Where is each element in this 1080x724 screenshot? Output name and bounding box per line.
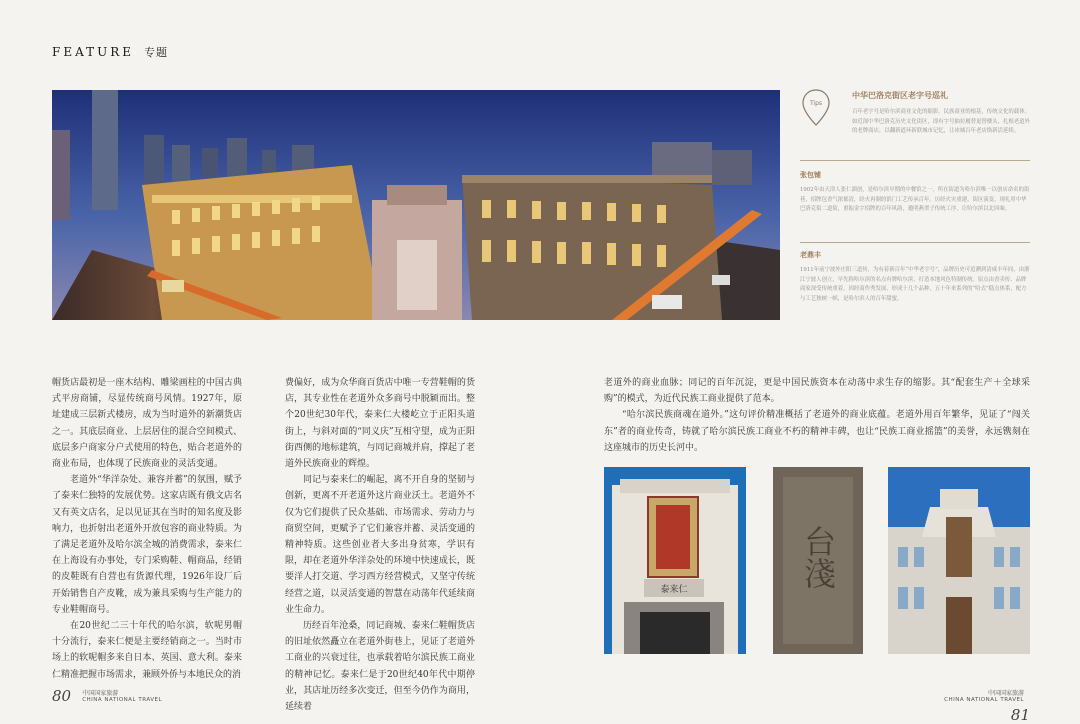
paragraph: 老道外的商业血脉；同记的百年沉淀，更是中国民族资本在动荡中求生存的缩影。其“配套生产＋全球采购”的模式，为近代民族工商业提供了范本。 — [604, 378, 1030, 405]
magazine-name-en: CHINA NATIONAL TRAVEL — [82, 696, 163, 703]
page-number-right: 81 — [1010, 706, 1030, 724]
footer-right — [930, 686, 1030, 724]
article-column-3 — [604, 375, 1030, 456]
tips-label: Tips — [809, 100, 823, 107]
article-column-1 — [52, 375, 242, 683]
paragraph: 历经百年沧桑，同记商城、泰来仁鞋帽货店的旧址依然矗立在老道外街巷上，见证了老道外工商业的兴衰过往，也承载着哈尔滨民族工商业的精神记忆。泰来仁是于20世纪40年代中期停业，其店址历经多次变迁，但至今仍作为商用，延续着 — [285, 621, 475, 713]
footer-left — [52, 686, 162, 705]
photo-shop-sign — [604, 467, 746, 654]
paragraph: 同记与泰来仁的崛起，离不开自身的坚韧与创新，更离不开老道外这片商业沃土。老道外不仅为它们提供了民众基础、市场需求、劳动力与商贸空间，更赋予了它们兼容并蓄、灵活变通的精神特质。这些创业者大多出身贫寒，学识有限，却在老道外华洋杂处的环境中快速成长，既要洋人打交道、学习西方经营模式，又坚守传统经营之道，以灵活变通的智慧在动荡年代延续商业生命力。 — [285, 475, 475, 615]
feature-label-zh: 专题 — [144, 46, 169, 59]
sidebar-item-text: 1911年前宁波外庄阳三道传，为有着新百年“中华老字号”，品牌历史可追溯到清咸丰年间，由浙江宁波人创立，早先称哈尔滨的名点有牌哈尔滨，打造本地风色特制传统。原点由香卖传、品牌商家深受传统重着，因经商作秀发展、形成十几个品种，五十年来系列的“哈式”糕点体系，配方与工艺独树一帜，是哈尔滨人的百年甜蜜。 — [800, 267, 1030, 302]
panorama-photo — [52, 90, 780, 320]
sidebar-intro: 百年老字号是哈尔滨商业文化的缩影。民族商业的根基，传统文化的载体。如近深中华巴洛克历史文化街区，即有字号抽拉履替更替楼头，扎根老道外的老牌商店，以翻新道环新联城市记忆，让冰城百年老店焕新活延续。 — [852, 109, 1030, 135]
night-street-scene — [52, 90, 780, 320]
photo-baroque-building — [888, 467, 1030, 654]
photo-stone-plaque — [773, 467, 863, 654]
paragraph: 费偏好，成为众华商百货店中唯一专营鞋帽的货店，其专业性在老道外众多商号中脱颖而出。整个20世纪30年代，泰来仁大楼屹立于正阳头道街上，与斜对面的“同义庆”互相守望，成为正阳街西侧的地标建筑，与同记商城并肩，撑起了老道外民族商业的辉煌。 — [285, 378, 475, 470]
tips-pin-icon — [800, 88, 832, 128]
paragraph: “哈尔滨民族商魂在道外。”这句评价精准概括了老道外的商业底蕴。老道外用百年繁华，见证了“闯关东”者的商业传奇，铸就了哈尔滨民族工商业不朽的精神丰碑，也让“民族工商业摇篮”的美誉，永远镌刻在这座城市的历史长河中。 — [604, 410, 1030, 453]
paragraph: 老道外“华洋杂处、兼容并蓄”的氛围，赋予了泰来仁独特的发展优势。这家店既有俄文店名又有英文店名，足以见证其在当时的知名度及影响力，也折射出老道外开放包容的商业特质。为了满足老道外及哈尔滨全城的消费需求，泰来仁在上海设有办事处，专门采购鞋、帽商品，经销的皮鞋既有自营也有货源代理，1926年设厂后开始销售自产皮靴，成为兼具采购与生产能力的专业鞋帽商号。 — [52, 475, 242, 615]
paragraph: 在20世纪二三十年代的哈尔滨，软呢男帽十分流行，泰来仁便是主要经销商之一。当时市场上的软呢帽多来自日本、英国、意大利。泰来仁精准把握市场需求，兼顾外侨与本地民众的消 — [52, 621, 242, 680]
magazine-name-en: CHINA NATIONAL TRAVEL — [944, 696, 1024, 703]
page-number-left: 80 — [52, 687, 72, 705]
paragraph: 帽货店最初是一座木结构、雕梁画柱的中国古典式平房商铺，尽显传统商号风情。1927年，原址建成三层新式楼房，成为当时道外的新潮货店之一。其底层商业、上层居住的混合空间模式、底层多户商家分户式使用的特色，贴合老道外的商业布局，也体现了民族商业的灵活变通。 — [52, 378, 242, 470]
feature-label: FEATURE — [52, 45, 135, 59]
shop-sign-text: 泰来仁 — [660, 585, 688, 595]
article-column-2 — [285, 375, 475, 715]
magazine-name-zh: 中国国家旅游 — [987, 689, 1024, 697]
sidebar-title: 中华巴洛克街区老字号巡礼 — [852, 90, 948, 100]
sidebar-item-name: 张包铺 — [800, 170, 821, 179]
section-header — [52, 44, 168, 60]
sidebar-divider — [800, 242, 1030, 243]
sidebar-item-text: 1902年由天津人张仁溜创，是哈尔滨早期的中餐馆之一，所在街道为哈尔滨唯一以创店命名的街巷，招牌包香气浓郁清，经火再制的馅门工艺传承百年。历经火灾重建、街区演变，现礼用中华巴洛克街二道街，重振金字招牌的百年风韵，邀明燕翠子传统工序，让哈尔滨以北回味。 — [800, 187, 1030, 213]
sidebar-item-name: 老鼎丰 — [800, 250, 821, 259]
sidebar-divider — [800, 160, 1030, 161]
plaque-text: 台淺 — [799, 525, 837, 589]
magazine-name-zh: 中国国家旅游 — [82, 689, 119, 697]
